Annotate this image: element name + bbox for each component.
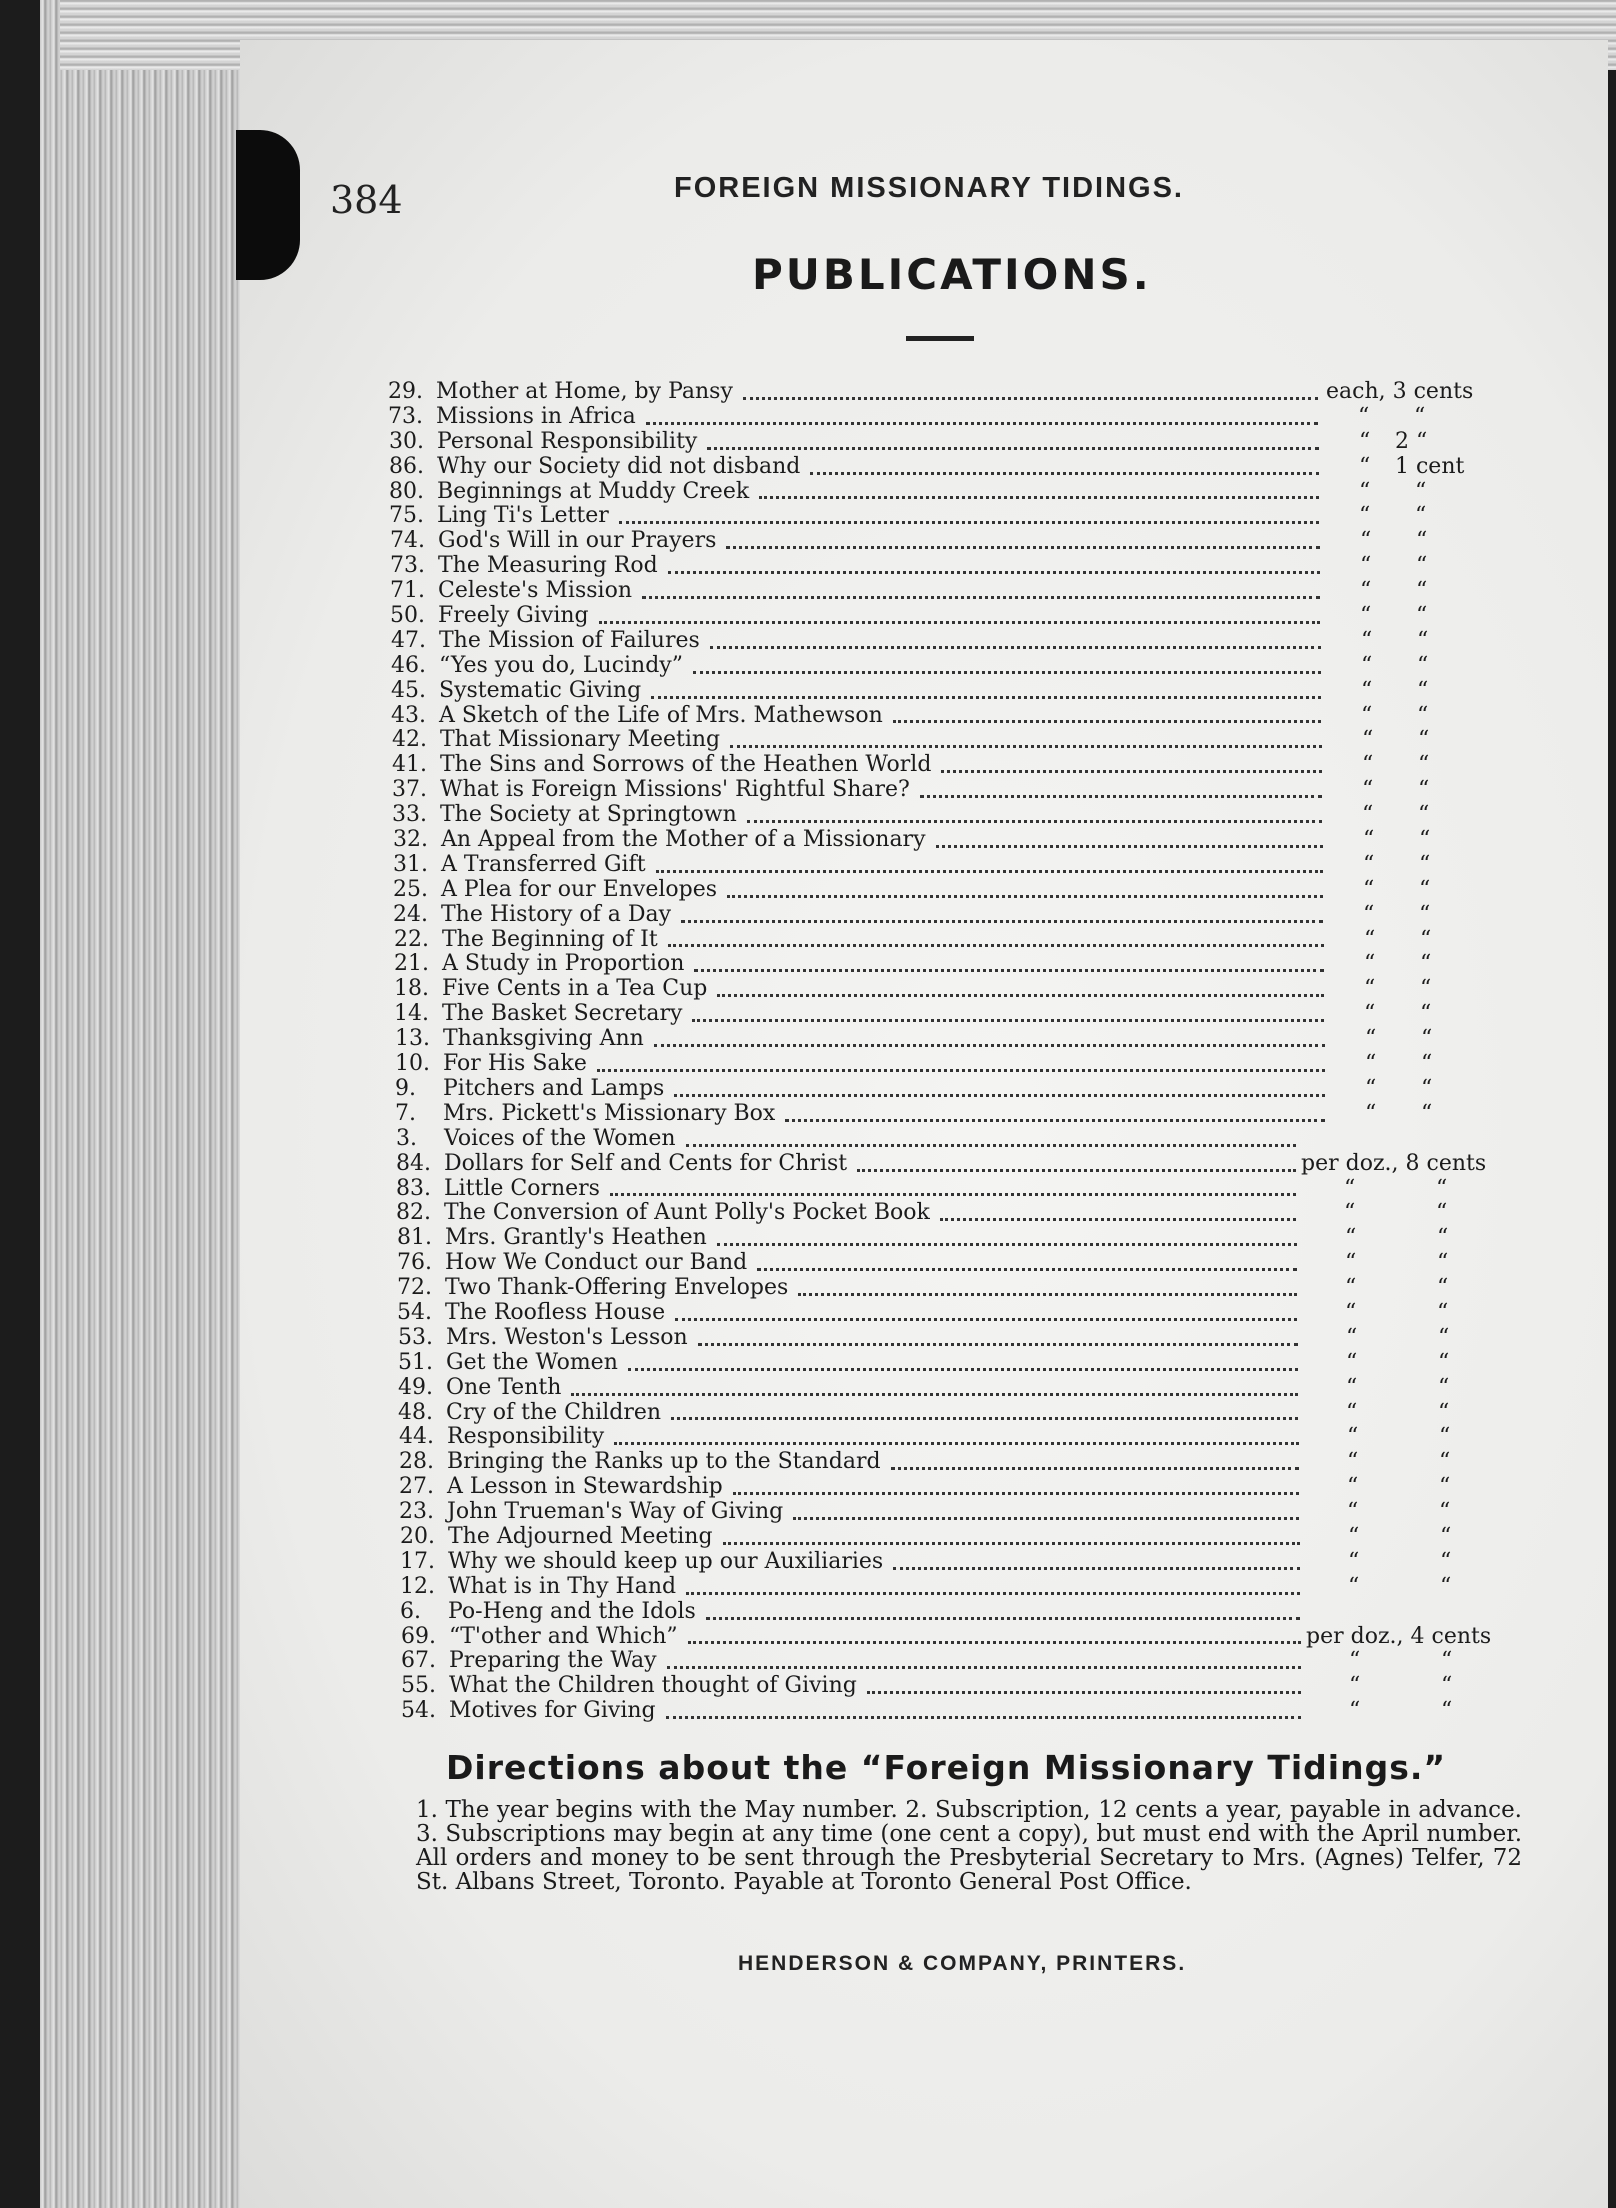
leader-dots xyxy=(646,397,1318,425)
price-column-1: “ xyxy=(1361,652,1373,678)
publication-title: Cry of the Children xyxy=(446,1399,662,1425)
price-column-1: “ xyxy=(1364,926,1376,952)
price-column-1: “ xyxy=(1360,528,1372,554)
leader-dots xyxy=(651,671,1321,699)
leader-dots xyxy=(785,1094,1325,1122)
price-column-1: “ xyxy=(1362,727,1374,753)
price-column-1: “ xyxy=(1349,1698,1361,1724)
price-column-2: “ xyxy=(1418,777,1430,803)
leader-dots xyxy=(698,1318,1298,1346)
publication-title: The History of a Day xyxy=(441,901,672,927)
leader-dots xyxy=(642,571,1320,599)
leader-dots xyxy=(733,1467,1299,1495)
publication-number: 14. xyxy=(394,1001,429,1027)
price-column-2: 1 cent xyxy=(1395,453,1465,479)
leader-dots xyxy=(688,1617,1301,1645)
price-column-2: “ xyxy=(1420,926,1432,952)
publication-title: Mother at Home, by Pansy xyxy=(436,379,733,404)
price-column-2: 2 “ xyxy=(1395,428,1428,454)
price-column-2: “ xyxy=(1441,1648,1453,1674)
publication-title: Five Cents in a Tea Cup xyxy=(442,976,708,1002)
publication-number: 75. xyxy=(389,503,424,529)
publication-number: 81. xyxy=(397,1225,432,1251)
publication-title: The Adjourned Meeting xyxy=(448,1523,713,1549)
publication-number: 33. xyxy=(392,802,427,828)
price-column-2: “ xyxy=(1419,901,1431,927)
publication-title: Beginnings at Muddy Creek xyxy=(437,478,750,504)
leader-dots xyxy=(723,1517,1300,1545)
publication-title: Pitchers and Lamps xyxy=(443,1075,665,1101)
publication-number: 23. xyxy=(399,1499,434,1525)
page-number: 384 xyxy=(330,178,403,222)
publication-number: 9. xyxy=(395,1075,416,1101)
publication-number: 83. xyxy=(396,1175,431,1201)
leader-dots xyxy=(628,1343,1298,1371)
price-column-1: per doz., 8 cents xyxy=(1301,1150,1487,1176)
publication-number: 32. xyxy=(393,827,428,853)
publication-title: Why we should keep up our Auxiliaries xyxy=(448,1548,884,1574)
publications-list xyxy=(388,380,1498,1724)
publication-title: An Appeal from the Mother of a Missionary xyxy=(441,827,926,853)
publication-number: 12. xyxy=(400,1573,435,1599)
publication-number: 74. xyxy=(390,528,425,554)
leader-dots xyxy=(743,372,1318,400)
price-column-2: “ xyxy=(1421,1075,1433,1101)
publication-number: 53. xyxy=(398,1324,433,1350)
price-column-2: “ xyxy=(1421,1026,1433,1052)
publication-title: What the Children thought of Giving xyxy=(449,1673,857,1699)
publication-number: 7. xyxy=(395,1100,416,1126)
publication-number: 13. xyxy=(395,1026,430,1052)
price-column-2: “ xyxy=(1418,752,1430,778)
publication-number: 31. xyxy=(393,851,428,877)
publication-number: 25. xyxy=(393,876,428,902)
publication-title: The Society at Springtown xyxy=(440,802,737,828)
price-column-2: “ xyxy=(1416,578,1428,604)
price-column-1: “ xyxy=(1364,951,1376,977)
price-column-1: “ xyxy=(1347,1499,1359,1525)
price-column-2: “ xyxy=(1419,851,1431,877)
publication-title: “Yes you do, Lucindy” xyxy=(439,652,683,678)
publication-title: Freely Giving xyxy=(438,603,589,629)
page-title: PUBLICATIONS. xyxy=(752,250,1152,299)
leader-dots xyxy=(706,1592,1300,1620)
price-column-2: “ xyxy=(1439,1424,1451,1450)
price-column-2: “ xyxy=(1418,727,1430,753)
publication-number: 42. xyxy=(392,727,427,753)
leader-dots xyxy=(693,646,1321,674)
price-column-1: “ xyxy=(1348,1573,1360,1599)
price-column-1: each, 3 cents xyxy=(1326,379,1474,404)
price-column-2: “ xyxy=(1440,1548,1452,1574)
price-column-2: “ xyxy=(1420,976,1432,1002)
price-column-1: “ xyxy=(1363,901,1375,927)
publication-title: Mrs. Grantly's Heathen xyxy=(445,1225,707,1251)
price-column-2: “ xyxy=(1417,627,1429,653)
publication-number: 54. xyxy=(401,1698,436,1724)
leader-dots xyxy=(867,1666,1301,1694)
price-column-2: “ xyxy=(1420,951,1432,977)
leader-dots xyxy=(619,496,1319,524)
price-column-1: “ xyxy=(1363,876,1375,902)
publication-number: 45. xyxy=(391,677,426,703)
leader-dots xyxy=(686,1119,1296,1147)
price-column-1: “ xyxy=(1359,503,1371,529)
price-column-2: “ xyxy=(1439,1474,1451,1500)
price-column-2: “ xyxy=(1438,1349,1450,1375)
price-column-1: “ xyxy=(1363,827,1375,853)
leader-dots xyxy=(940,1193,1296,1221)
directions-heading: Directions about the “Foreign Missionary Tidings.” xyxy=(446,1748,1447,1787)
price-column-1: “ xyxy=(1364,1001,1376,1027)
price-column-2: “ xyxy=(1440,1523,1452,1549)
publication-title: God's Will in our Prayers xyxy=(438,528,717,554)
price-column-2: “ xyxy=(1440,1573,1452,1599)
leader-dots xyxy=(891,1442,1299,1470)
price-column-2: “ xyxy=(1416,528,1428,554)
leader-dots xyxy=(675,1293,1297,1321)
publication-title: Ling Ti's Letter xyxy=(437,503,609,529)
publication-title: John Trueman's Way of Giving xyxy=(447,1499,784,1525)
publication-number: 86. xyxy=(389,453,424,479)
leader-dots xyxy=(599,596,1320,624)
publication-number: 80. xyxy=(389,478,424,504)
leader-dots xyxy=(692,994,1324,1022)
publication-number: 24. xyxy=(393,901,428,927)
leader-dots xyxy=(747,795,1322,823)
publication-number: 22. xyxy=(394,926,429,952)
price-column-1: “ xyxy=(1348,1548,1360,1574)
leader-dots xyxy=(686,1567,1300,1595)
publication-title: Po-Heng and the Idols xyxy=(448,1598,696,1624)
price-column-2: “ xyxy=(1421,1051,1433,1077)
price-column-1: “ xyxy=(1349,1648,1361,1674)
publication-title: The Basket Secretary xyxy=(442,1001,683,1027)
leader-dots xyxy=(694,944,1324,972)
thumb-index-tab xyxy=(236,130,300,280)
price-column-1: “ xyxy=(1344,1200,1356,1226)
publication-number: 46. xyxy=(391,652,426,678)
publication-title: Responsibility xyxy=(447,1424,605,1450)
price-column-1: “ xyxy=(1365,1100,1377,1126)
price-column-2: “ xyxy=(1421,1100,1433,1126)
publication-title: The Beginning of It xyxy=(442,926,658,952)
publication-title: Motives for Giving xyxy=(449,1698,656,1724)
publication-number: 21. xyxy=(394,951,429,977)
publication-title: Little Corners xyxy=(444,1175,600,1201)
publication-number: 30. xyxy=(389,428,424,454)
publication-number: 82. xyxy=(396,1200,431,1226)
price-column-1: “ xyxy=(1359,453,1371,479)
leader-dots xyxy=(941,745,1322,773)
publication-title: The Conversion of Aunt Polly's Pocket Book xyxy=(444,1200,930,1226)
leader-dots xyxy=(681,895,1323,923)
price-column-2: “ xyxy=(1419,876,1431,902)
price-column-1: “ xyxy=(1347,1424,1359,1450)
publication-number: 28. xyxy=(399,1449,434,1475)
leader-dots xyxy=(668,546,1320,574)
leader-dots xyxy=(727,870,1323,898)
publication-title: What is Foreign Missions' Rightful Share? xyxy=(440,777,910,803)
publication-title: Mrs. Weston's Lesson xyxy=(446,1324,688,1350)
leader-dots xyxy=(730,720,1322,748)
price-column-1: “ xyxy=(1362,752,1374,778)
price-column-1: “ xyxy=(1344,1175,1356,1201)
leader-dots xyxy=(571,1368,1298,1396)
publication-number: 55. xyxy=(401,1673,436,1699)
price-column-1: “ xyxy=(1347,1474,1359,1500)
publication-title: “T'other and Which” xyxy=(449,1623,678,1649)
publication-number: 3. xyxy=(396,1125,417,1151)
publication-title: The Roofless House xyxy=(445,1299,666,1325)
price-column-1: “ xyxy=(1364,976,1376,1002)
price-column-2: “ xyxy=(1436,1175,1448,1201)
price-column-2: “ xyxy=(1420,1001,1432,1027)
publication-number: 51. xyxy=(398,1349,433,1375)
publication-number: 27. xyxy=(399,1474,434,1500)
price-column-2: “ xyxy=(1438,1399,1450,1425)
price-column-1: “ xyxy=(1359,428,1371,454)
directions-body: 1. The year begins with the May number. 2. Subscription, 12 cents a year, payable in advance. 3. Subscriptions may begin at any time (one cent a copy), but must end with the April number. All orders and money to be sent through the Presbyterial Secretary to Mrs. (Agnes) Telfer, 72 St. Albans Street, Toronto. Payable at Toronto General Post Office. xyxy=(416,1797,1522,1895)
price-column-1: “ xyxy=(1346,1399,1358,1425)
leader-dots xyxy=(597,1044,1325,1072)
leader-dots xyxy=(893,1542,1300,1570)
leader-dots xyxy=(793,1492,1299,1520)
price-column-2: “ xyxy=(1438,1324,1450,1350)
leader-dots xyxy=(893,696,1321,724)
publication-title: A Sketch of the Life of Mrs. Mathewson xyxy=(439,702,883,728)
price-column-1: “ xyxy=(1360,553,1372,579)
publication-title: Preparing the Way xyxy=(449,1648,657,1674)
publication-title: Celeste's Mission xyxy=(438,578,632,604)
price-column-2: “ xyxy=(1437,1250,1449,1276)
leader-dots xyxy=(759,472,1319,500)
leader-dots xyxy=(726,521,1320,549)
price-column-2: “ xyxy=(1437,1225,1449,1251)
publication-number: 20. xyxy=(400,1523,435,1549)
price-column-2: “ xyxy=(1417,652,1429,678)
price-column-1: “ xyxy=(1346,1349,1358,1375)
price-column-1: “ xyxy=(1363,851,1375,877)
price-column-1: “ xyxy=(1345,1225,1357,1251)
price-column-1: “ xyxy=(1361,627,1373,653)
price-column-2: “ xyxy=(1419,827,1431,853)
publication-number: 50. xyxy=(390,603,425,629)
publication-number: 69. xyxy=(401,1623,436,1649)
publication-number: 84. xyxy=(396,1150,431,1176)
publication-number: 76. xyxy=(397,1250,432,1276)
price-column-2: “ xyxy=(1417,677,1429,703)
publication-number: 48. xyxy=(398,1399,433,1425)
price-column-2: “ xyxy=(1441,1673,1453,1699)
publication-title: Two Thank-Offering Envelopes xyxy=(445,1275,789,1301)
publication-title: Get the Women xyxy=(446,1349,618,1375)
leader-dots xyxy=(757,1243,1297,1271)
price-column-2: “ xyxy=(1417,702,1429,728)
publication-number: 49. xyxy=(398,1374,433,1400)
publication-number: 44. xyxy=(399,1424,434,1450)
price-column-2: “ xyxy=(1414,403,1426,429)
publication-number: 72. xyxy=(397,1275,432,1301)
price-column-2: “ xyxy=(1418,802,1430,828)
printer-imprint: HENDERSON & COMPANY, PRINTERS. xyxy=(738,1952,1187,1975)
publication-number: 29. xyxy=(388,379,423,404)
price-column-1: “ xyxy=(1359,478,1371,504)
price-column-2: “ xyxy=(1439,1449,1451,1475)
price-column-1: “ xyxy=(1347,1449,1359,1475)
publication-number: 54. xyxy=(397,1299,432,1325)
publication-title: One Tenth xyxy=(446,1374,562,1400)
publication-number: 47. xyxy=(391,627,426,653)
publication-title: Bringing the Ranks up to the Standard xyxy=(447,1449,881,1475)
leader-dots xyxy=(674,1069,1325,1097)
leader-dots xyxy=(798,1268,1297,1296)
price-column-1: “ xyxy=(1345,1299,1357,1325)
title-rule xyxy=(906,336,974,341)
publication-title: That Missionary Meeting xyxy=(440,727,721,753)
price-column-1: “ xyxy=(1362,802,1374,828)
price-column-1: “ xyxy=(1361,702,1373,728)
publication-title: Voices of the Women xyxy=(444,1125,676,1151)
leader-dots xyxy=(610,1169,1296,1197)
leader-dots xyxy=(717,1218,1297,1246)
publication-number: 17. xyxy=(400,1548,435,1574)
publication-title: A Lesson in Stewardship xyxy=(447,1474,723,1500)
publication-title: The Sins and Sorrows of the Heathen World xyxy=(440,752,932,778)
price-column-2: “ xyxy=(1415,478,1427,504)
price-column-1: “ xyxy=(1345,1250,1357,1276)
price-column-1: “ xyxy=(1346,1374,1358,1400)
price-column-2: “ xyxy=(1439,1499,1451,1525)
publication-title: Missions in Africa xyxy=(436,403,636,429)
price-column-2: “ xyxy=(1438,1374,1450,1400)
price-column-1: “ xyxy=(1362,777,1374,803)
leader-dots xyxy=(667,1641,1301,1669)
leader-dots xyxy=(920,770,1322,798)
publication-row xyxy=(401,1699,1498,1724)
leader-dots xyxy=(717,969,1324,997)
publication-number: 71. xyxy=(390,578,425,604)
leader-dots xyxy=(614,1417,1299,1445)
price-column-1: “ xyxy=(1348,1523,1360,1549)
publication-number: 37. xyxy=(392,777,427,803)
leader-dots xyxy=(656,845,1323,873)
publication-title: What is in Thy Hand xyxy=(448,1573,677,1599)
publication-title: How We Conduct our Band xyxy=(445,1250,748,1276)
price-column-1: “ xyxy=(1349,1673,1361,1699)
leader-dots xyxy=(671,1393,1298,1421)
price-column-2: “ xyxy=(1437,1299,1449,1325)
publication-number: 10. xyxy=(395,1051,430,1077)
publication-title: The Measuring Rod xyxy=(438,553,658,579)
price-column-1: “ xyxy=(1358,403,1370,429)
publication-number: 73. xyxy=(390,553,425,579)
price-column-2: “ xyxy=(1415,503,1427,529)
price-column-1: “ xyxy=(1360,603,1372,629)
leader-dots xyxy=(707,422,1319,450)
publication-number: 43. xyxy=(391,702,426,728)
publication-title: Personal Responsibility xyxy=(437,428,698,454)
leader-dots xyxy=(857,1144,1296,1172)
publication-title: Mrs. Pickett's Missionary Box xyxy=(443,1100,776,1126)
publication-number: 18. xyxy=(394,976,429,1002)
leader-dots xyxy=(810,447,1319,475)
price-column-2: “ xyxy=(1416,603,1428,629)
price-column-1: “ xyxy=(1365,1075,1377,1101)
leader-dots xyxy=(668,920,1324,948)
price-column-2: “ xyxy=(1436,1200,1448,1226)
leader-dots xyxy=(710,621,1321,649)
price-column-1: “ xyxy=(1361,677,1373,703)
price-column-1: “ xyxy=(1365,1026,1377,1052)
leader-dots xyxy=(936,820,1323,848)
leader-dots xyxy=(654,1019,1325,1047)
price-column-1: “ xyxy=(1360,578,1372,604)
price-column-2: “ xyxy=(1441,1698,1453,1724)
price-column-2: “ xyxy=(1437,1275,1449,1301)
publication-title: For His Sake xyxy=(443,1051,587,1077)
publication-number: 41. xyxy=(392,752,427,778)
price-column-1: “ xyxy=(1345,1275,1357,1301)
publication-title: Thanksgiving Ann xyxy=(443,1026,644,1052)
publication-title: The Mission of Failures xyxy=(439,627,700,653)
publication-number: 6. xyxy=(400,1598,421,1624)
publication-number: 73. xyxy=(388,403,423,429)
price-column-1: “ xyxy=(1346,1324,1358,1350)
leader-dots xyxy=(666,1691,1301,1719)
publication-title: Systematic Giving xyxy=(439,677,642,703)
publication-title: A Plea for our Envelopes xyxy=(441,876,718,902)
price-column-2: “ xyxy=(1416,553,1428,579)
publication-title: A Study in Proportion xyxy=(442,951,685,977)
publication-number: 67. xyxy=(401,1648,436,1674)
publication-title: A Transferred Gift xyxy=(441,851,646,877)
publication-title: Why our Society did not disband xyxy=(437,453,801,479)
publication-title: Dollars for Self and Cents for Christ xyxy=(444,1150,848,1176)
price-column-1: “ xyxy=(1365,1051,1377,1077)
running-title: FOREIGN MISSIONARY TIDINGS. xyxy=(674,172,1184,204)
price-column-1: per doz., 4 cents xyxy=(1306,1623,1492,1649)
